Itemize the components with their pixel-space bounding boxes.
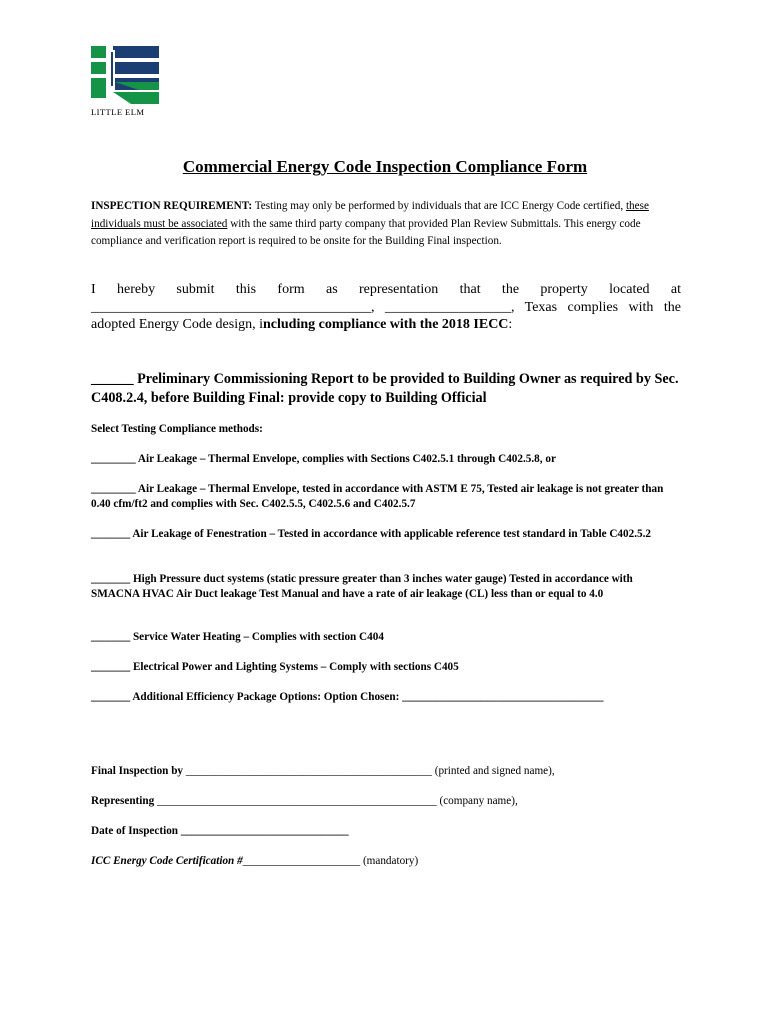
date-blank: ______________________________ [180, 825, 349, 837]
representing-line [91, 794, 681, 809]
page-title: Commercial Energy Code Inspection Compliance Form [182, 157, 588, 176]
date-of-inspection-line [91, 824, 681, 839]
final-inspection-label: Final Inspection by [91, 765, 184, 777]
method-item: _______ Additional Efficiency Package Options: Option Chosen: ____________________________________ [91, 691, 604, 703]
method-item: ________ Air Leakage – Thermal Envelope, complies with Sections C402.5.1 through C402.5.8, or [91, 453, 556, 465]
representation-statement [91, 281, 681, 334]
method-item: _______ Electrical Power and Lighting Systems – Comply with sections C405 [91, 661, 459, 673]
icc-certification-line [91, 854, 681, 869]
requirement-text-b: with the same third party company that provided Plan Review Submittals. This energy code compliance and verification report is required to be onsite for the Building Final inspection. [91, 217, 641, 247]
inspection-requirement [91, 198, 681, 251]
requirement-text-a: Testing may only be performed by individuals that are ICC Energy Code certified, [254, 200, 624, 212]
representing-label: Representing [91, 795, 155, 807]
method-item: _______ Service Water Heating – Complies with section C404 [91, 631, 384, 643]
preliminary-report: ______ Preliminary Commissioning Report to be provided to Building Owner as required by Sec. C408.2.4, before Building Final: provide copy to Building Official [91, 371, 679, 406]
representation-text-a: I hereby submit this form as representation that the property located at ________________________________________, __________________, Texas complies with the adopted Energy Code design, i [91, 282, 681, 332]
final-inspection-blank: ____________________________________________ [185, 765, 432, 777]
little-elm-logo-icon [91, 46, 159, 104]
date-label: Date of Inspection [91, 825, 179, 837]
logo-text: LITTLE ELM [91, 107, 145, 117]
representing-blank: __________________________________________________ [156, 795, 437, 807]
select-methods-heading: Select Testing Compliance methods: [91, 423, 263, 435]
little-elm-logo [91, 46, 161, 117]
final-inspection-note: (printed and signed name), [434, 765, 555, 777]
method-item: _______ Air Leakage of Fenestration – Tested in accordance with applicable reference test standard in Table C402.5.2 [91, 528, 651, 540]
method-item: ________ Air Leakage – Thermal Envelope, tested in accordance with ASTM E 75, Tested air leakage is not greater than 0.40 cfm/ft2 and complies with Sec. C402.5.5, C402.5.6 and C402.5.7 [91, 483, 664, 510]
representation-text-b: : [508, 317, 513, 332]
representing-note: (company name), [439, 795, 518, 807]
method-item: _______ High Pressure duct systems (static pressure greater than 3 inches water gauge) Tested in accordance with SMACNA HVAC Air Duct leakage Test Manual and have a rate of air leakage (CL) less than or equal to 4.0 [91, 573, 633, 600]
representation-bold: ncluding compliance with the 2018 IECC [263, 317, 509, 332]
icc-blank: _____________________ [242, 855, 361, 867]
icc-note: (mandatory) [362, 855, 419, 867]
requirement-label: INSPECTION REQUIREMENT: [91, 200, 253, 212]
final-inspection-line [91, 764, 681, 779]
icc-label: ICC Energy Code Certification # [91, 855, 243, 867]
requirement-underlined: these individuals must be associated [91, 200, 649, 230]
